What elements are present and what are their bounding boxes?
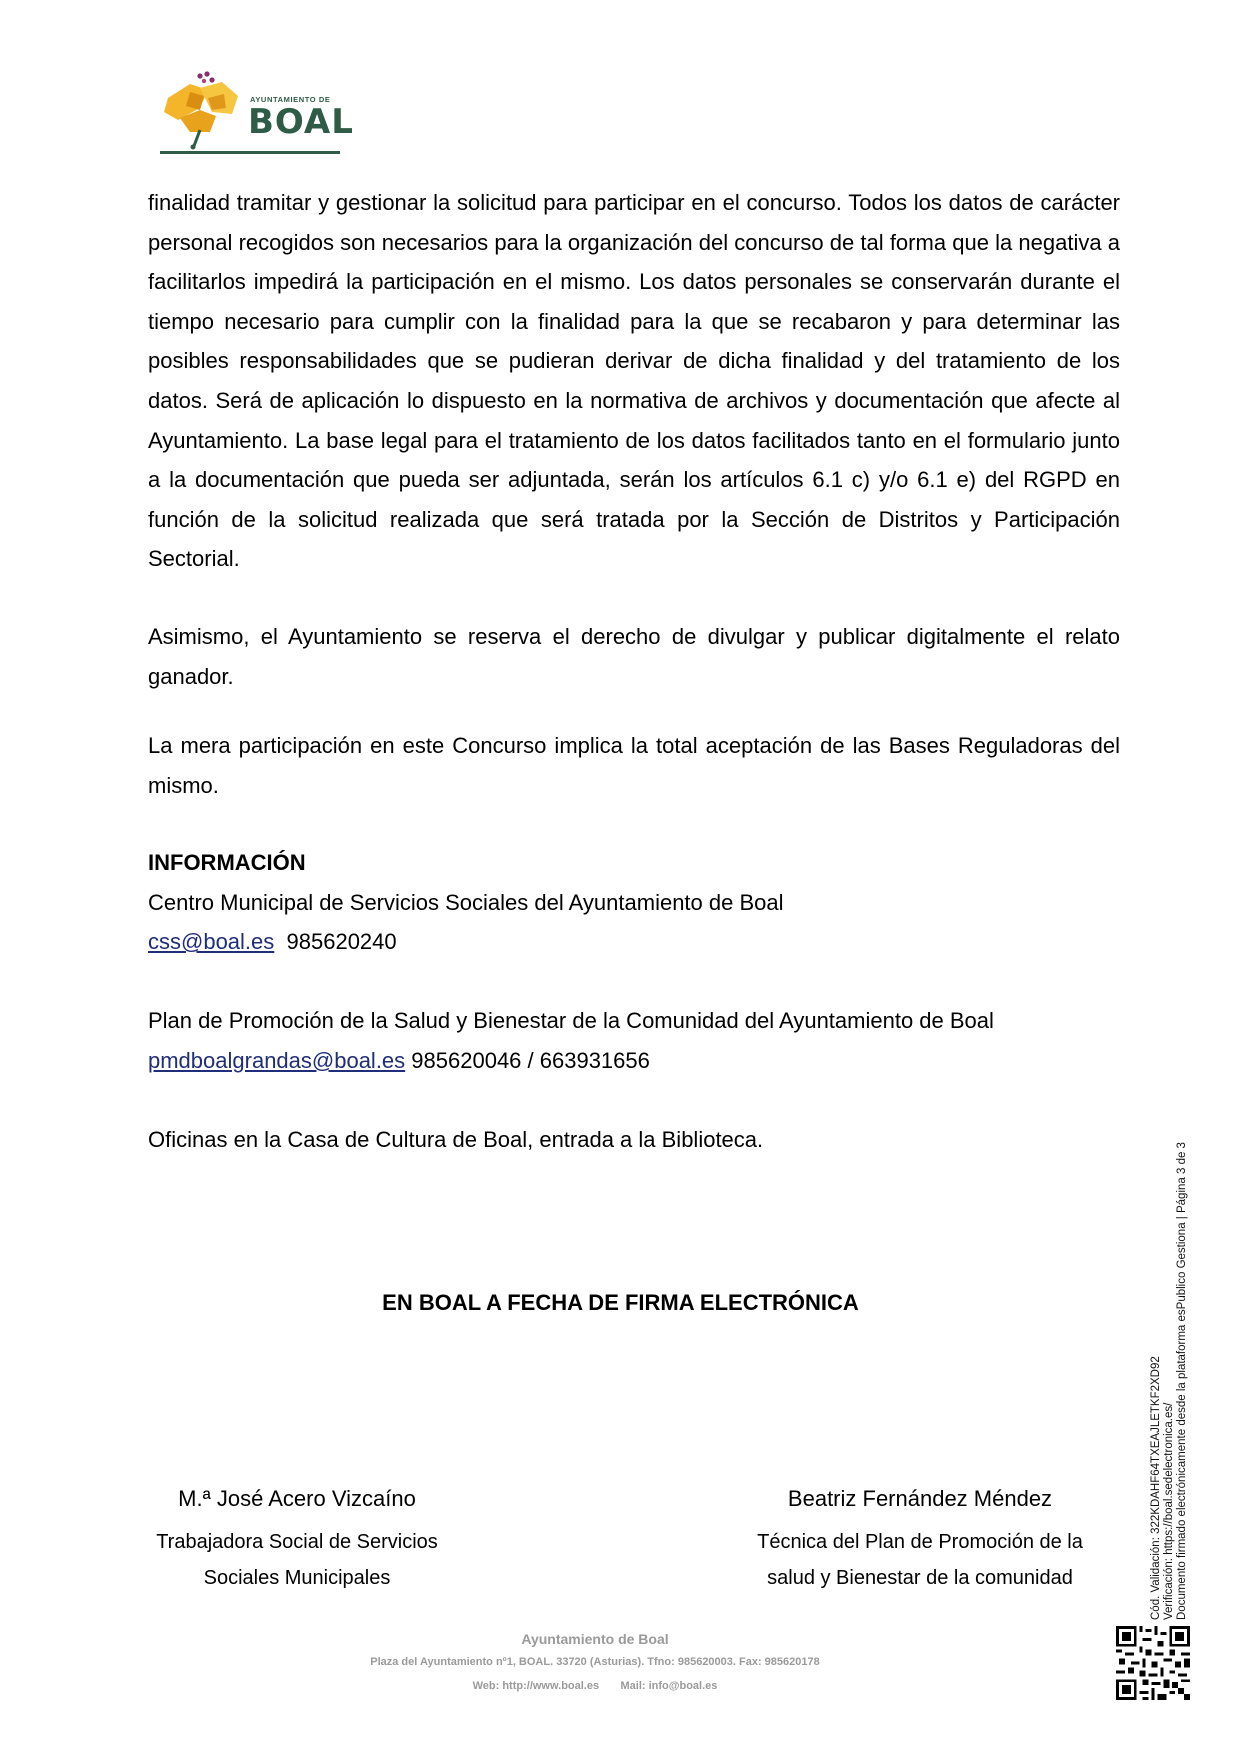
logo-underline [160,151,340,154]
footer-address: Plaza del Ayuntamiento nº1, BOAL. 33720 (Asturias). Tfno: 985620003. Fax: 985620178 [370,1656,820,1668]
plan-email-link[interactable]: pmdboalgrandas@boal.es [148,1047,406,1073]
signer-role-left-1: Trabajadora Social de Servicios [156,1531,438,1553]
footer-mail: Mail: info@boal.es [620,1680,718,1692]
flower-emblem-icon [160,70,245,150]
footer-title: Ayuntamiento de Boal [521,1631,669,1647]
css-email-link[interactable]: css@boal.es [148,929,275,955]
validation-code: Cód. Validación: 322KDAHF64TXEAJLETKF2XD92 [1150,1356,1162,1620]
signer-role-right-1: Técnica del Plan de Promoción de la [757,1531,1083,1553]
page-footer [0,1628,1190,1698]
signer-name-left: M.ª José Acero Vizcaíno [178,1486,416,1511]
validation-stamp [1150,1100,1189,1620]
ayuntamiento-logo [160,70,354,160]
signature-platform-note: Documento firmado electrónicamente desde la plataforma esPublico Gestiona | Página 3 de 3 [1176,1142,1188,1620]
paragraph-publication-rights: Asimismo, el Ayuntamiento se reserva el derecho de divulgar y publicar digitalmente el relato ganador. [148,624,1120,689]
footer-web: Web: http://www.boal.es [472,1680,600,1692]
logo-title: BOAL [248,102,354,142]
social-services-center: Centro Municipal de Servicios Sociales del Ayuntamiento de Boal [148,889,784,915]
paragraph-acceptance: La mera participación en este Concurso implica la total aceptación de las Bases Reguladoras del mismo. [148,733,1120,798]
plan-phones: 985620046 / 663931656 [411,1047,650,1073]
signer-role-right-2: salud y Bienestar de la comunidad [767,1567,1073,1589]
qr-code-icon [1116,1626,1190,1700]
offices-location: Oficinas en la Casa de Cultura de Boal, entrada a la Biblioteca. [148,1127,764,1153]
signature-left [142,1484,452,1596]
social-services-contact [148,922,994,962]
verification-url: Verificación: https://boal.sedelectronica.es/ [1163,1402,1175,1620]
paragraph-data-protection: finalidad tramitar y gestionar la solicitud para participar en el concurso. Todos los datos de carácter personal recogidos son necesarios para la organización del concurso de tal forma que la negativa a facilitarlos impedirá la participación en el mismo. Los datos personales se conservarán durante el tiempo necesario para cumplir con la finalidad para la que se recabaron y para determinar las posibles responsabilidades que se pudieran derivar de dicha finalidad y del tratamiento de los datos. Será de aplicación lo dispuesto en la normativa de archivos y documentación que afecte al Ayuntamiento. La base legal para el tratamiento de los datos facilitados tanto en el formulario junto a la documentación que pueda ser adjuntada, serán los artículos 6.1 c) y/o 6.1 e) del RGPD en función de la solicitud realizada que será tratada por la Sección de Distritos y Participación Sectorial. [148,190,1120,572]
logo-subtitle: AYUNTAMIENTO DE [250,95,331,104]
signer-role-left-2: Sociales Municipales [203,1567,391,1589]
health-plan-contact [148,1041,994,1081]
closing-statement: EN BOAL A FECHA DE FIRMA ELECTRÓNICA [382,1290,859,1315]
css-phone: 985620240 [286,929,397,955]
health-plan-name: Plan de Promoción de la Salud y Bienestar de la Comunidad del Ayuntamiento de Boal [148,1008,994,1034]
information-heading: INFORMACIÓN [148,850,306,875]
signature-right [730,1484,1110,1596]
signer-name-right: Beatriz Fernández Méndez [787,1486,1053,1511]
information-section [148,843,994,1160]
footer-web-mail [0,1674,1190,1698]
